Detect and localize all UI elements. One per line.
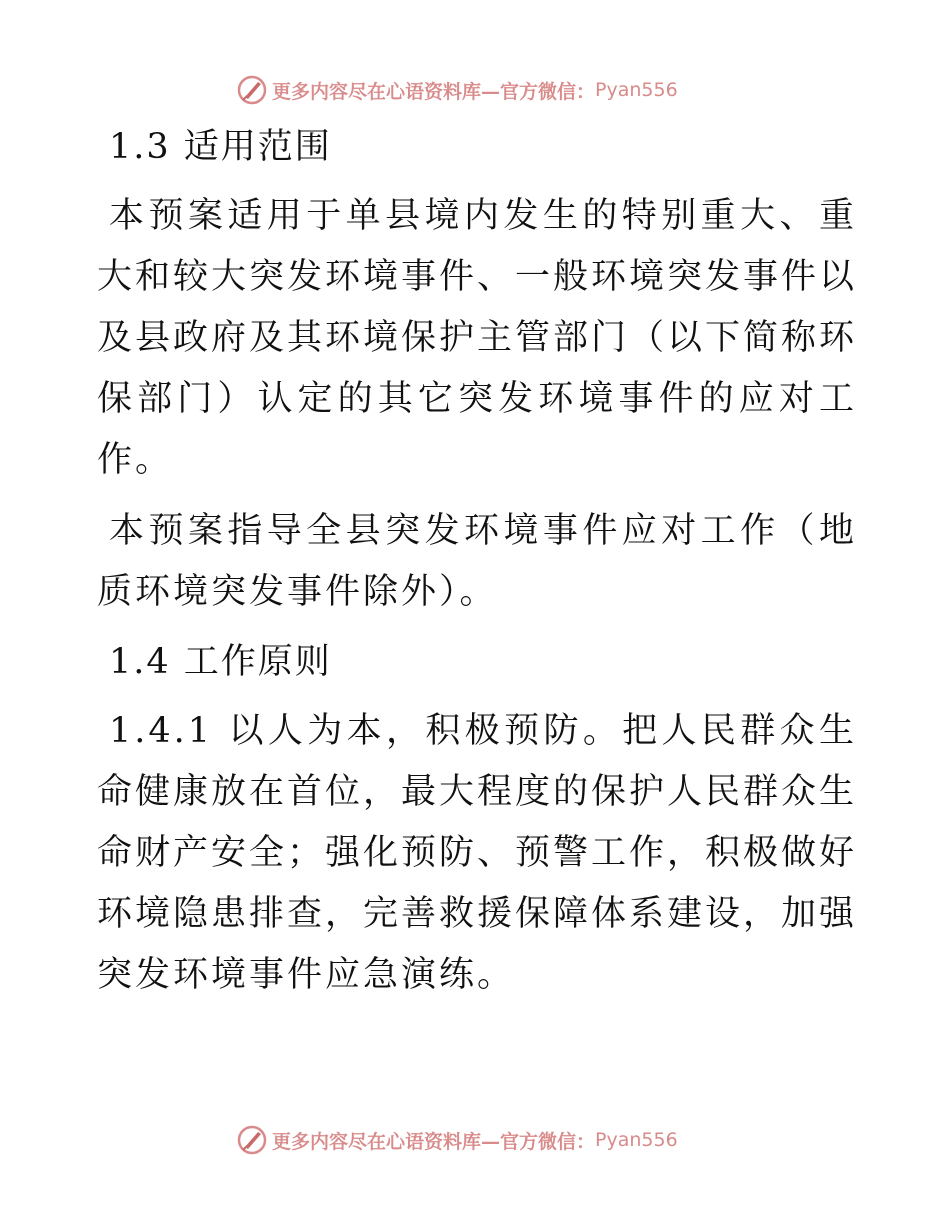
watermark-wechat-id: Pyan556: [595, 1129, 678, 1151]
document-body: [97, 118, 857, 1016]
paragraph-principle-1-4-1: 1.4.1 以人为本，积极预防。把人民群众生命健康放在首位，最大程度的保护人民群众生命财产安全；强化预防、预警工作，积极做好环境隐患排查，完善救援保障体系建设，加强突发环境事件应急演练。: [97, 711, 858, 995]
quill-logo-icon: [236, 1124, 268, 1156]
section-heading-1-4: 1.4 工作原则: [109, 642, 332, 682]
footer-watermark: [236, 1122, 678, 1158]
watermark-wechat-id: Pyan556: [595, 79, 678, 101]
watermark-text: 更多内容尽在心语资料库—官方微信：: [272, 80, 596, 103]
section-heading-1-3: 1.3 适用范围: [109, 127, 332, 167]
header-watermark: [236, 72, 678, 108]
watermark-text: 更多内容尽在心语资料库—官方微信：: [272, 1130, 596, 1153]
quill-logo-icon: [236, 74, 268, 106]
paragraph-guidance: 本预案指导全县突发环境事件应对工作（地质环境突发事件除外）。: [97, 511, 857, 612]
paragraph-scope: 本预案适用于单县境内发生的特别重大、重大和较大突发环境事件、一般环境突发事件以及县政府及其环境保护主管部门（以下简称环保部门）认定的其它突发环境事件的应对工作。: [97, 196, 858, 480]
